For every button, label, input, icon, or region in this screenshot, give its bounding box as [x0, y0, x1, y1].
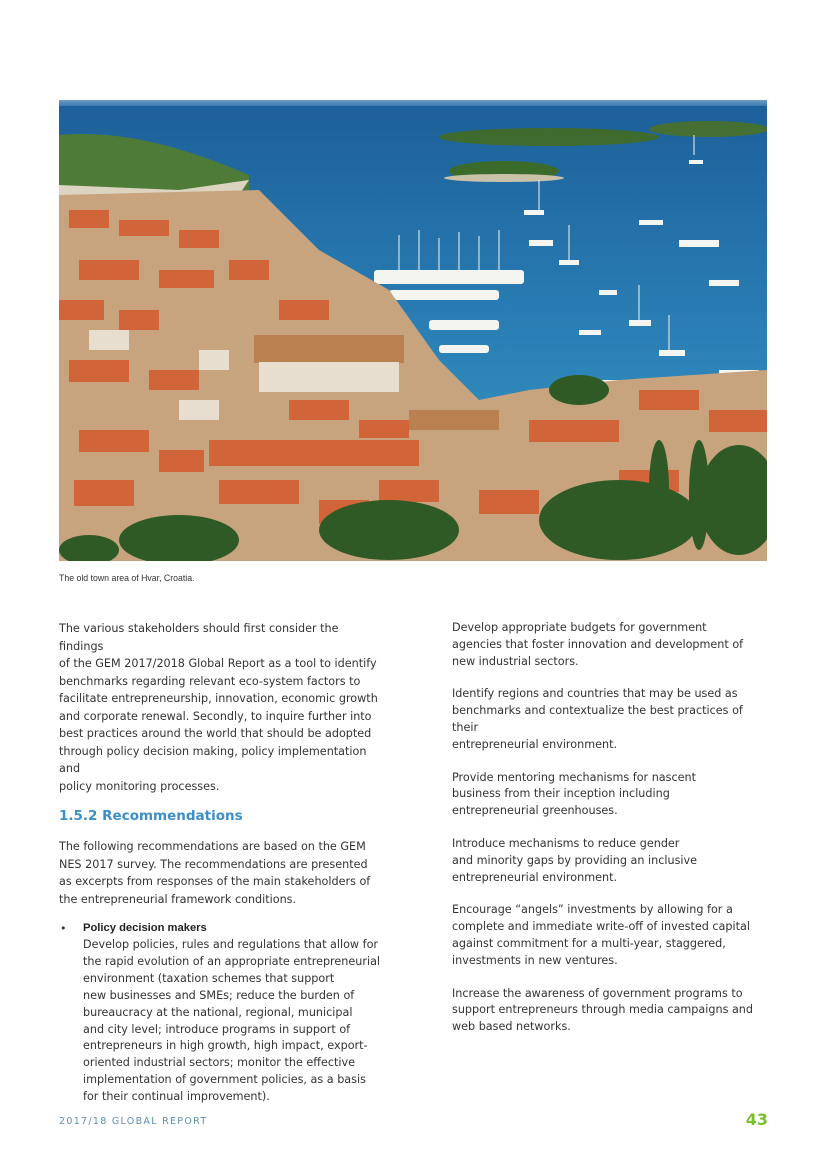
footer-report-label: 2017/18 GLOBAL REPORT — [59, 1116, 208, 1127]
photo-caption: The old town area of Hvar, Croatia. — [59, 573, 195, 584]
recommendation-item: Provide mentoring mechanisms for nascent business from their inception including entrepreneurial greenhouses. — [452, 770, 696, 818]
bullet-icon: • — [60, 922, 67, 935]
recommendation-item: Introduce mechanisms to reduce gender and minority gaps by providing an inclusive entrepreneurial environment. — [452, 836, 698, 884]
harbor-photo — [59, 100, 767, 561]
bullet-title: Policy decision makers — [83, 922, 207, 934]
right-column — [452, 620, 770, 1052]
bullet-item-policy-makers — [59, 920, 381, 1106]
recommendation-item: Develop appropriate budgets for government agencies that foster innovation and development of new industrial sectors. — [452, 621, 744, 668]
left-column — [59, 620, 381, 1106]
intro-paragraph: The various stakeholders should first consider the findings of the GEM 2017/2018 Global Report as a tool to identify benchmarks regarding relevant eco-system factors to facilitate entrepreneurship, innovation, economic growth and corporate renewal. Secondly, to inquire further into best practices around the world that should be adopted through policy decision making, policy implementation and policy monitoring processes. — [59, 622, 378, 793]
page-number: 43 — [745, 1110, 768, 1129]
recommendations-intro: The following recommendations are based on the GEM NES 2017 survey. The recommendations are presented as excerpts from responses of the main stakeholders of the entrepreneurial framework conditions. — [59, 840, 371, 906]
recommendation-item: Increase the awareness of government programs to support entrepreneurs through media campaigns and web based networks. — [452, 986, 754, 1034]
recommendation-item: Identify regions and countries that may be used as benchmarks and contextualize the best practices of their entrepreneurial environment. — [452, 687, 743, 751]
bullet-body: Develop policies, rules and regulations that allow for the rapid evolution of an appropriate entrepreneurial environment (taxation schemes that support new businesses and SMEs; reduce the burden of bureaucracy at the national, regional, municipal and city level; introduce programs in support of entrepreneurs in high growth, high impact, export- oriented industrial sectors; monitor the effective implementation of government policies, as a basis for their continual improvement). — [83, 938, 381, 1104]
section-heading: 1.5.2 Recommendations — [59, 808, 243, 824]
recommendation-item: Encourage “angels” investments by allowing for a complete and immediate write-off of invested capital against commitment for a multi-year, staggered, investments in new ventures. — [452, 903, 750, 967]
